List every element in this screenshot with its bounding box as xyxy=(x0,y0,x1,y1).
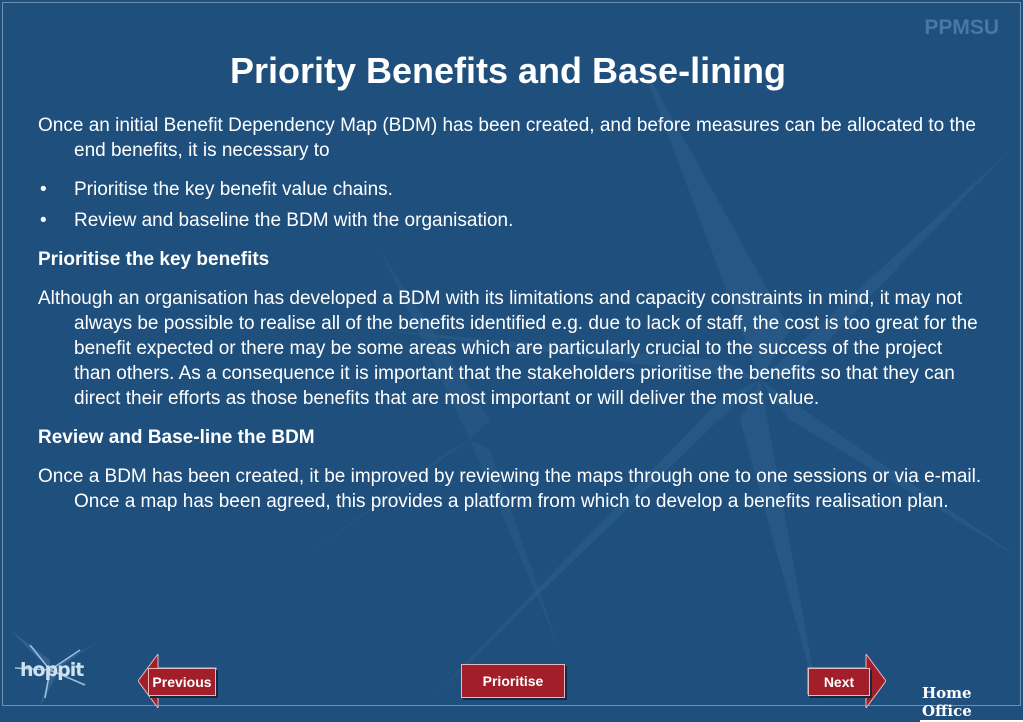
bullet-item xyxy=(38,177,983,202)
next-label: Next xyxy=(808,668,870,696)
bullet-item xyxy=(38,208,983,233)
prioritise-button[interactable]: Prioritise xyxy=(461,664,565,698)
bullet-text: Prioritise the key benefit value chains. xyxy=(74,179,393,200)
intro-paragraph: Once an initial Benefit Dependency Map (BDM) has been created, and before measures can be allocated to the end benefits, it is necessary to xyxy=(38,115,976,161)
previous-button[interactable] xyxy=(138,654,220,708)
slide-title: Priority Benefits and Base-lining xyxy=(229,50,787,91)
previous-label: Previous xyxy=(148,668,216,696)
bullet-glyph: • xyxy=(40,179,47,200)
section-heading-prioritise: Prioritise the key benefits xyxy=(38,249,270,270)
prioritise-paragraph: Although an organisation has developed a BDM with its limitations and capacity constraints in mind, it may not always be possible to realise all of the benefits identified e.g. due to lack of staff, the cost is too great for the benefit expected or there may be some areas which are particularly crucial to the success of the project than others. As a consequence it is important that the stakeholders prioritise the benefits so that they can direct their efforts as those benefits that are most important or will deliver the most value. xyxy=(38,288,978,409)
bullet-list xyxy=(38,177,983,233)
slide-body xyxy=(38,113,983,528)
home-office-logo: Home Office xyxy=(920,684,1023,722)
hoppit-logo-text: hoppit xyxy=(20,659,84,681)
ppmsu-watermark: PPMSU xyxy=(924,16,999,39)
next-button[interactable] xyxy=(800,654,886,708)
bullet-text: Review and baseline the BDM with the organisation. xyxy=(74,210,514,231)
review-paragraph: Once a BDM has been created, it be improved by reviewing the maps through one to one sessions or via e-mail. Once a map has been agreed, this provides a platform from which to develop a benefits realisation plan. xyxy=(38,466,982,512)
section-heading-review: Review and Base-line the BDM xyxy=(38,427,315,448)
bullet-glyph: • xyxy=(40,210,47,231)
